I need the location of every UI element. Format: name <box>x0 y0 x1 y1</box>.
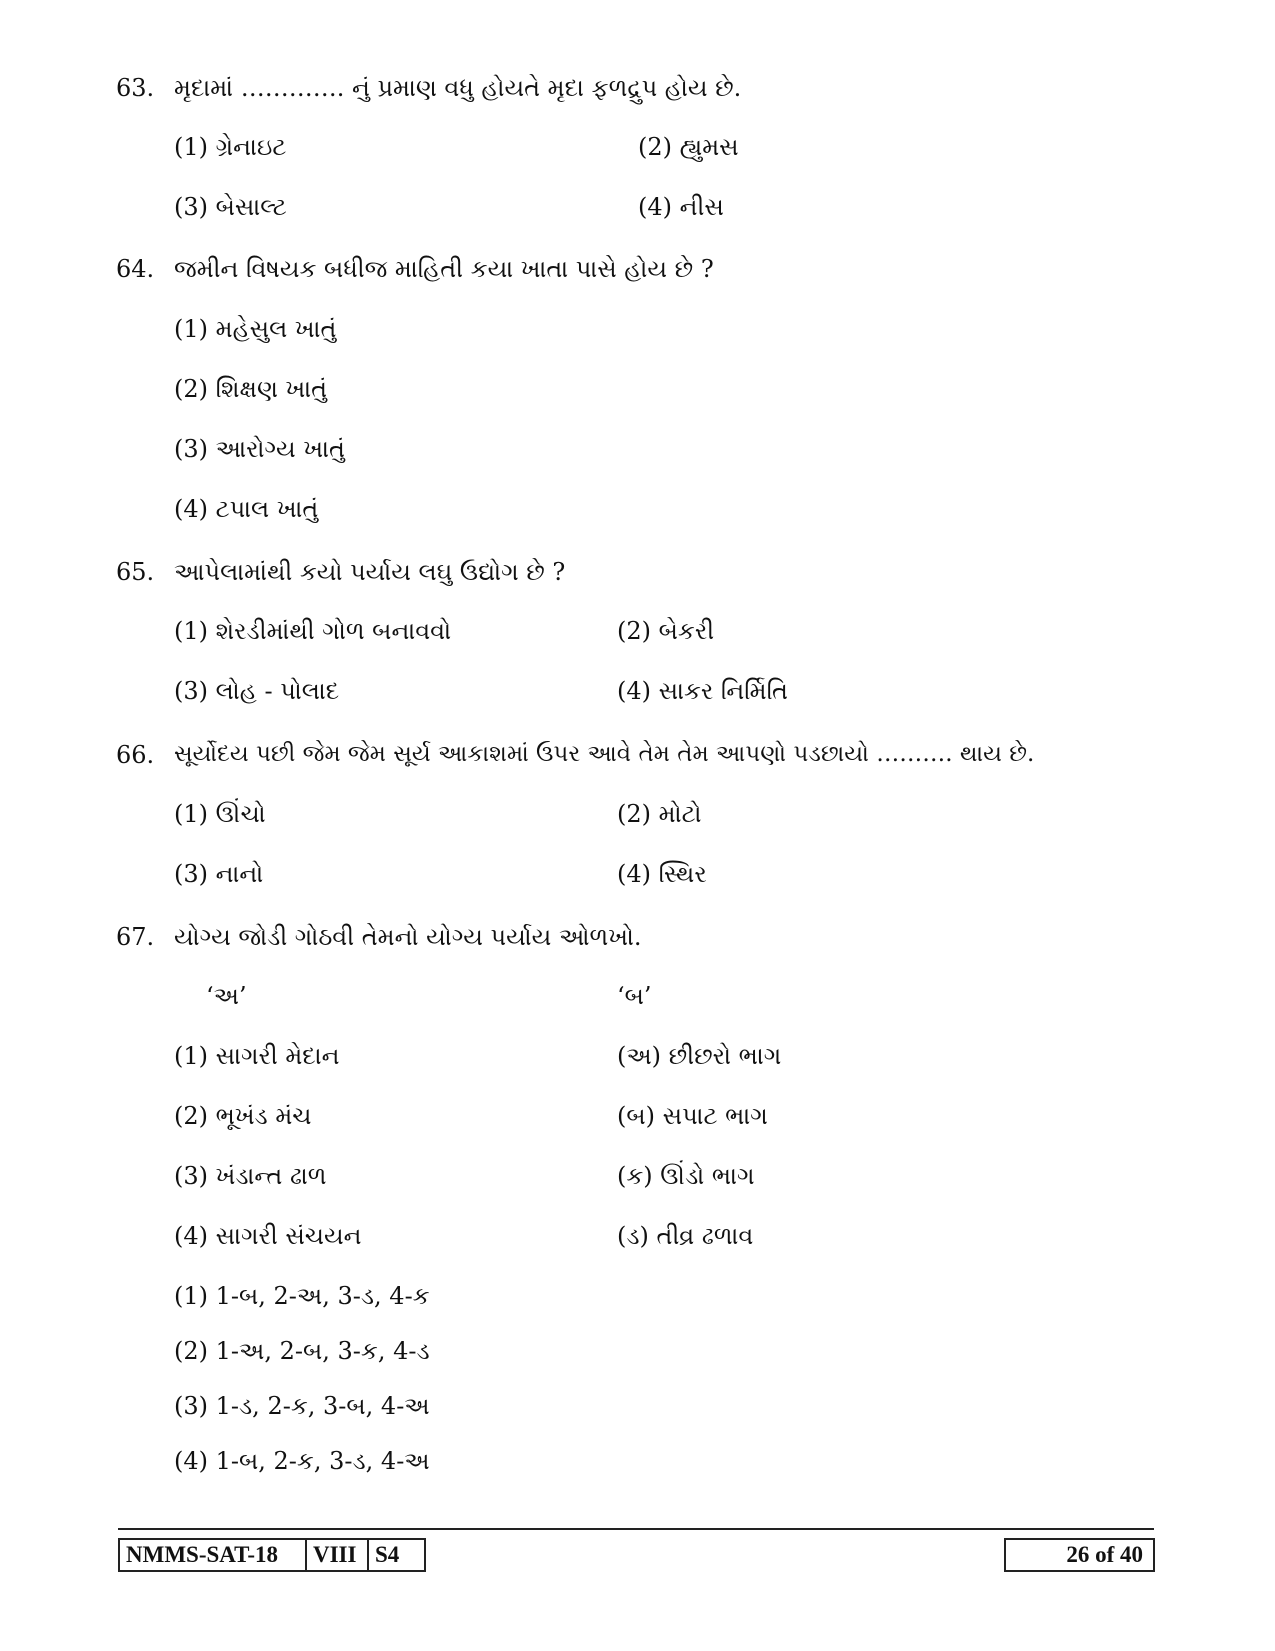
question-65-text: આપેલામાંથી કયો પર્યાય લઘુ ઉદ્યોગ છે ? <box>174 558 566 586</box>
question-66-option-2: (2) મોટો <box>617 800 702 828</box>
question-63-option-1: (1) ગ્રેનાઇટ <box>174 133 287 161</box>
question-67-number: 67. <box>116 923 155 951</box>
question-63-option-3: (3) બેસાલ્ટ <box>174 193 287 221</box>
column-a-item-1: (1) સાગરી મેદાન <box>174 1042 340 1070</box>
column-b-item-3: (ક) ઊંડો ભાગ <box>617 1162 755 1190</box>
question-66-text: સૂર્યોદય પછી જેમ જેમ સૂર્ય આકાશમાં ઉપર આવે તેમ તેમ આપણો પડછાયો ………. થાય છે. <box>174 741 1035 767</box>
footer-page-number: 26 of 40 <box>1066 1542 1143 1567</box>
question-64-option-1: (1) મહેસુલ ખાતું <box>174 315 337 343</box>
footer-page-number-box <box>1004 1538 1155 1572</box>
question-65-option-4: (4) સાકર નિર્મિતિ <box>617 677 788 705</box>
column-b-item-1: (અ) છીછરો ભાગ <box>617 1042 782 1070</box>
question-67-text: યોગ્ય જોડી ગોઠવી તેમનો યોગ્ય પર્યાય ઓળખો. <box>174 923 642 951</box>
question-64-text: જમીન વિષયક બધીજ માહિતી કયા ખાતા પાસે હોય છે ? <box>174 255 714 283</box>
question-63-option-2: (2) હ્યુમસ <box>638 133 739 161</box>
footer-rule <box>118 1528 1154 1530</box>
question-67-option-1: (1) 1-બ, 2-અ, 3-ડ, 4-ક <box>174 1282 430 1310</box>
footer-class: VIII <box>305 1540 367 1570</box>
column-b-item-4: (ડ) તીવ્ર ઢળાવ <box>617 1222 754 1250</box>
question-65-option-1: (1) શેરડીમાંથી ગોળ બનાવવો <box>174 617 452 645</box>
question-66-option-1: (1) ઊંચો <box>174 800 266 828</box>
footer-exam-code-box <box>118 1538 426 1572</box>
question-66-option-3: (3) નાનો <box>174 860 264 888</box>
column-a-item-4: (4) સાગરી સંચયન <box>174 1222 362 1250</box>
question-67-option-4: (4) 1-બ, 2-ક, 3-ડ, 4-અ <box>174 1447 430 1475</box>
column-a-header: ‘અ’ <box>206 982 247 1010</box>
question-66-option-4: (4) સ્થિર <box>617 860 707 888</box>
question-67-option-3: (3) 1-ડ, 2-ક, 3-બ, 4-અ <box>174 1392 430 1420</box>
column-b-item-2: (બ) સપાટ ભાગ <box>617 1102 768 1130</box>
question-67-option-2: (2) 1-અ, 2-બ, 3-ક, 4-ડ <box>174 1337 430 1365</box>
question-66-number: 66. <box>116 741 155 769</box>
question-64-number: 64. <box>116 255 155 283</box>
column-a-item-3: (3) ખંડાન્ત ઢાળ <box>174 1162 327 1190</box>
question-64-option-3: (3) આરોગ્ય ખાતું <box>174 435 345 463</box>
question-63-text: મૃદામાં …………. નું પ્રમાણ વધુ હોયતે મૃદા ફળદ્રુપ હોય છે. <box>174 74 742 102</box>
question-65-option-3: (3) લોહ - પોલાદ <box>174 677 340 705</box>
question-64-option-4: (4) ટપાલ ખાતું <box>174 495 319 523</box>
question-65-option-2: (2) બેકરી <box>617 617 715 645</box>
question-63-number: 63. <box>116 74 155 102</box>
question-65-number: 65. <box>116 558 155 586</box>
column-b-header: ‘બ’ <box>617 982 652 1010</box>
question-64-option-2: (2) શિક્ષણ ખાતું <box>174 375 328 403</box>
column-a-item-2: (2) ભૂખંડ મંચ <box>174 1102 312 1130</box>
question-63-option-4: (4) નીસ <box>638 193 724 221</box>
footer-set: S4 <box>367 1540 424 1570</box>
footer-exam-code: NMMS-SAT-18 <box>126 1542 279 1567</box>
